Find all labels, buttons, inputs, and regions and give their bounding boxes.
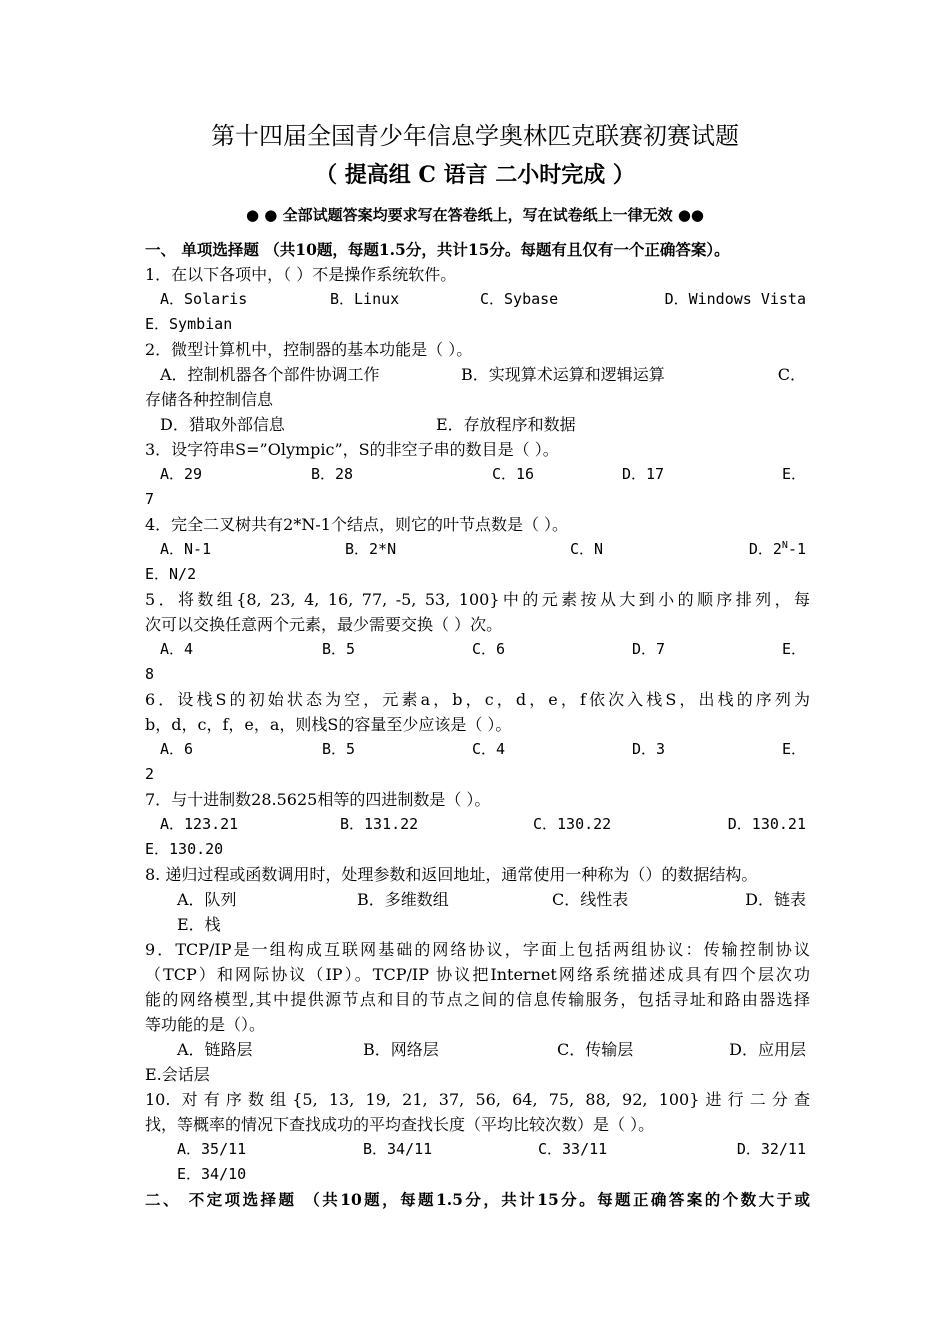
q5-option-a: A．4	[160, 640, 194, 658]
q10-stem-line-2: 找，等概率的情况下查找成功的平均查找长度（平均比较次数）是（ ）。	[145, 1115, 655, 1134]
q8-option-e: E．栈	[177, 915, 221, 934]
section-2-heading: 二、 不定项选择题 （共10题，每题1.5分，共计15分。每题正确答案的个数大于或	[145, 1190, 810, 1209]
q8-option-b: B．多维数组	[357, 890, 449, 909]
q3-option-e-text: 7	[145, 490, 155, 508]
q8-option-c: C．线性表	[552, 890, 629, 909]
q7-option-c: C．130.22	[533, 815, 612, 833]
q1-option-b: B．Linux	[330, 290, 400, 308]
q6-option-d: D．3	[632, 740, 666, 758]
q9-option-c: C．传输层	[557, 1040, 634, 1059]
q7-options	[145, 812, 810, 837]
q6-option-b: B．5	[322, 740, 356, 758]
q3-option-c: C．16	[492, 465, 535, 483]
q6-options	[145, 737, 810, 762]
q1-option-c: C．Sybase	[480, 290, 559, 308]
q5-option-c: C．6	[472, 640, 506, 658]
q10-option-a: A．35/11	[177, 1140, 247, 1158]
q2-option-e: E．存放程序和数据	[436, 415, 576, 434]
q5-option-e-text: 8	[145, 665, 155, 683]
q2-options	[145, 362, 810, 387]
q9-stem-line-2: （TCP）和网际协议（IP）。TCP/IP 协议把Internet网络系统描述成具有四个层次功	[145, 965, 810, 984]
q7-option-a: A．123.21	[160, 815, 239, 833]
q5-stem-line-2: 次可以交换任意两个元素，最少需要交换（ ）次。	[145, 615, 503, 634]
q4-options	[145, 537, 810, 562]
q7-option-b: B．131.22	[340, 815, 419, 833]
q5-option-d: D．7	[632, 640, 666, 658]
q1-option-d: D．Windows Vista	[664, 290, 806, 308]
page-title: 第十四届全国青少年信息学奥林匹克联赛初赛试题	[211, 122, 739, 150]
q4-option-d-exponent: N	[781, 540, 788, 551]
q4-option-a: A．N-1	[160, 540, 212, 558]
q7-stem: 7．与十进制数28.5625相等的四进制数是（ ）。	[145, 790, 491, 809]
q5-option-e: E．	[781, 640, 806, 658]
q4-option-e: E．N/2	[145, 565, 197, 583]
section-1-heading: 一、 单项选择题 （共10题，每题1.5分，共计15分。每题有且仅有一个正确答案）。	[145, 240, 730, 259]
q5-options	[145, 637, 810, 662]
q9-stem-line-3: 能的网络模型,其中提供源节点和目的节点之间的信息传输服务，包括寻址和路由器选择	[145, 990, 810, 1009]
q1-option-e: E．Symbian	[145, 315, 233, 333]
exam-notice: ● ● 全部试题答案均要求写在答卷纸上，写在试卷纸上一律无效 ●●	[245, 206, 705, 224]
q10-option-d: D．32/11	[736, 1140, 806, 1158]
q8-stem: 8. 递归过程或函数调用时，处理参数和返回地址，通常使用一种称为（）的数据结构。	[145, 865, 758, 884]
q5-stem-line-1: 5．将数组{8, 23, 4, 16, 77, -5, 53, 100}中的元素按从大到小的顺序排列，每	[145, 590, 810, 609]
q4-option-d-suffix: -1	[787, 540, 806, 558]
q4-option-b: B．2*N	[345, 540, 397, 558]
q3-option-d: D．17	[622, 465, 665, 483]
q5-option-b: B．5	[322, 640, 356, 658]
q7-option-e: E．130.20	[145, 840, 224, 858]
q2-options-2	[145, 412, 810, 437]
q8-options	[145, 887, 810, 912]
q3-options	[145, 462, 810, 487]
q2-option-c: C．	[777, 365, 806, 384]
q7-option-d: D．130.21	[727, 815, 806, 833]
q10-option-c: C．33/11	[538, 1140, 608, 1158]
q9-option-e: E.会话层	[145, 1065, 210, 1084]
q6-option-c: C．4	[472, 740, 506, 758]
q10-option-e: E．34/10	[177, 1165, 247, 1183]
q4-option-d-base: D．2	[748, 540, 782, 558]
q6-stem-line-2: b，d，c，f，e，a，则栈S的容量至少应该是（ ）。	[145, 715, 512, 734]
q10-option-b: B．34/11	[363, 1140, 433, 1158]
q3-option-b: B．28	[311, 465, 354, 483]
q9-option-b: B．网络层	[363, 1040, 439, 1059]
q9-option-d: D．应用层	[729, 1040, 806, 1059]
q9-options	[145, 1037, 810, 1062]
q6-option-e: E．	[781, 740, 806, 758]
q2-option-a: A．控制机器各个部件协调工作	[160, 365, 380, 384]
q8-option-d: D．链表	[745, 890, 806, 909]
q10-options	[145, 1137, 810, 1162]
q6-option-e-text: 2	[145, 765, 155, 783]
q1-option-a: A．Solaris	[160, 290, 248, 308]
q9-option-a: A．链路层	[177, 1040, 253, 1059]
page-subtitle: （ 提高组 C 语言 二小时完成 ）	[315, 162, 635, 188]
q2-option-c-text: 存储各种控制信息	[145, 390, 274, 409]
q6-stem-line-1: 6．设栈S的初始状态为空，元素a，b，c，d，e，f依次入栈S，出栈的序列为	[145, 690, 810, 709]
q3-option-e: E．	[781, 465, 806, 483]
q8-option-a: A．队列	[177, 890, 237, 909]
q1-stem: 1．在以下各项中，（ ）不是操作系统软件。	[145, 265, 457, 284]
q9-stem-line-1: 9．TCP/IP是一组构成互联网基础的网络协议，字面上包括两组协议：传输控制协议	[145, 940, 810, 959]
q4-option-d	[749, 537, 806, 562]
q2-stem: 2．微型计算机中，控制器的基本功能是（ ）。	[145, 340, 473, 359]
q10-stem-line-1: 10. 对有序数组{5, 13, 19, 21, 37, 56, 64, 75, 88, 92, 100}进行二分查	[145, 1090, 810, 1109]
q1-options	[145, 287, 810, 312]
q3-stem: 3．设字符串S=”Olympic”，S的非空子串的数目是（ ）。	[145, 440, 559, 459]
q3-option-a: A．29	[160, 465, 203, 483]
q6-option-a: A．6	[160, 740, 194, 758]
q2-option-d: D．猎取外部信息	[160, 415, 285, 434]
q4-option-c: C．N	[570, 540, 604, 558]
q9-stem-line-4: 等功能的是（）。	[145, 1015, 266, 1034]
q2-option-b: B．实现算术运算和逻辑运算	[461, 365, 665, 384]
q4-stem: 4．完全二叉树共有2*N-1个结点，则它的叶节点数是（ ）。	[145, 515, 569, 534]
